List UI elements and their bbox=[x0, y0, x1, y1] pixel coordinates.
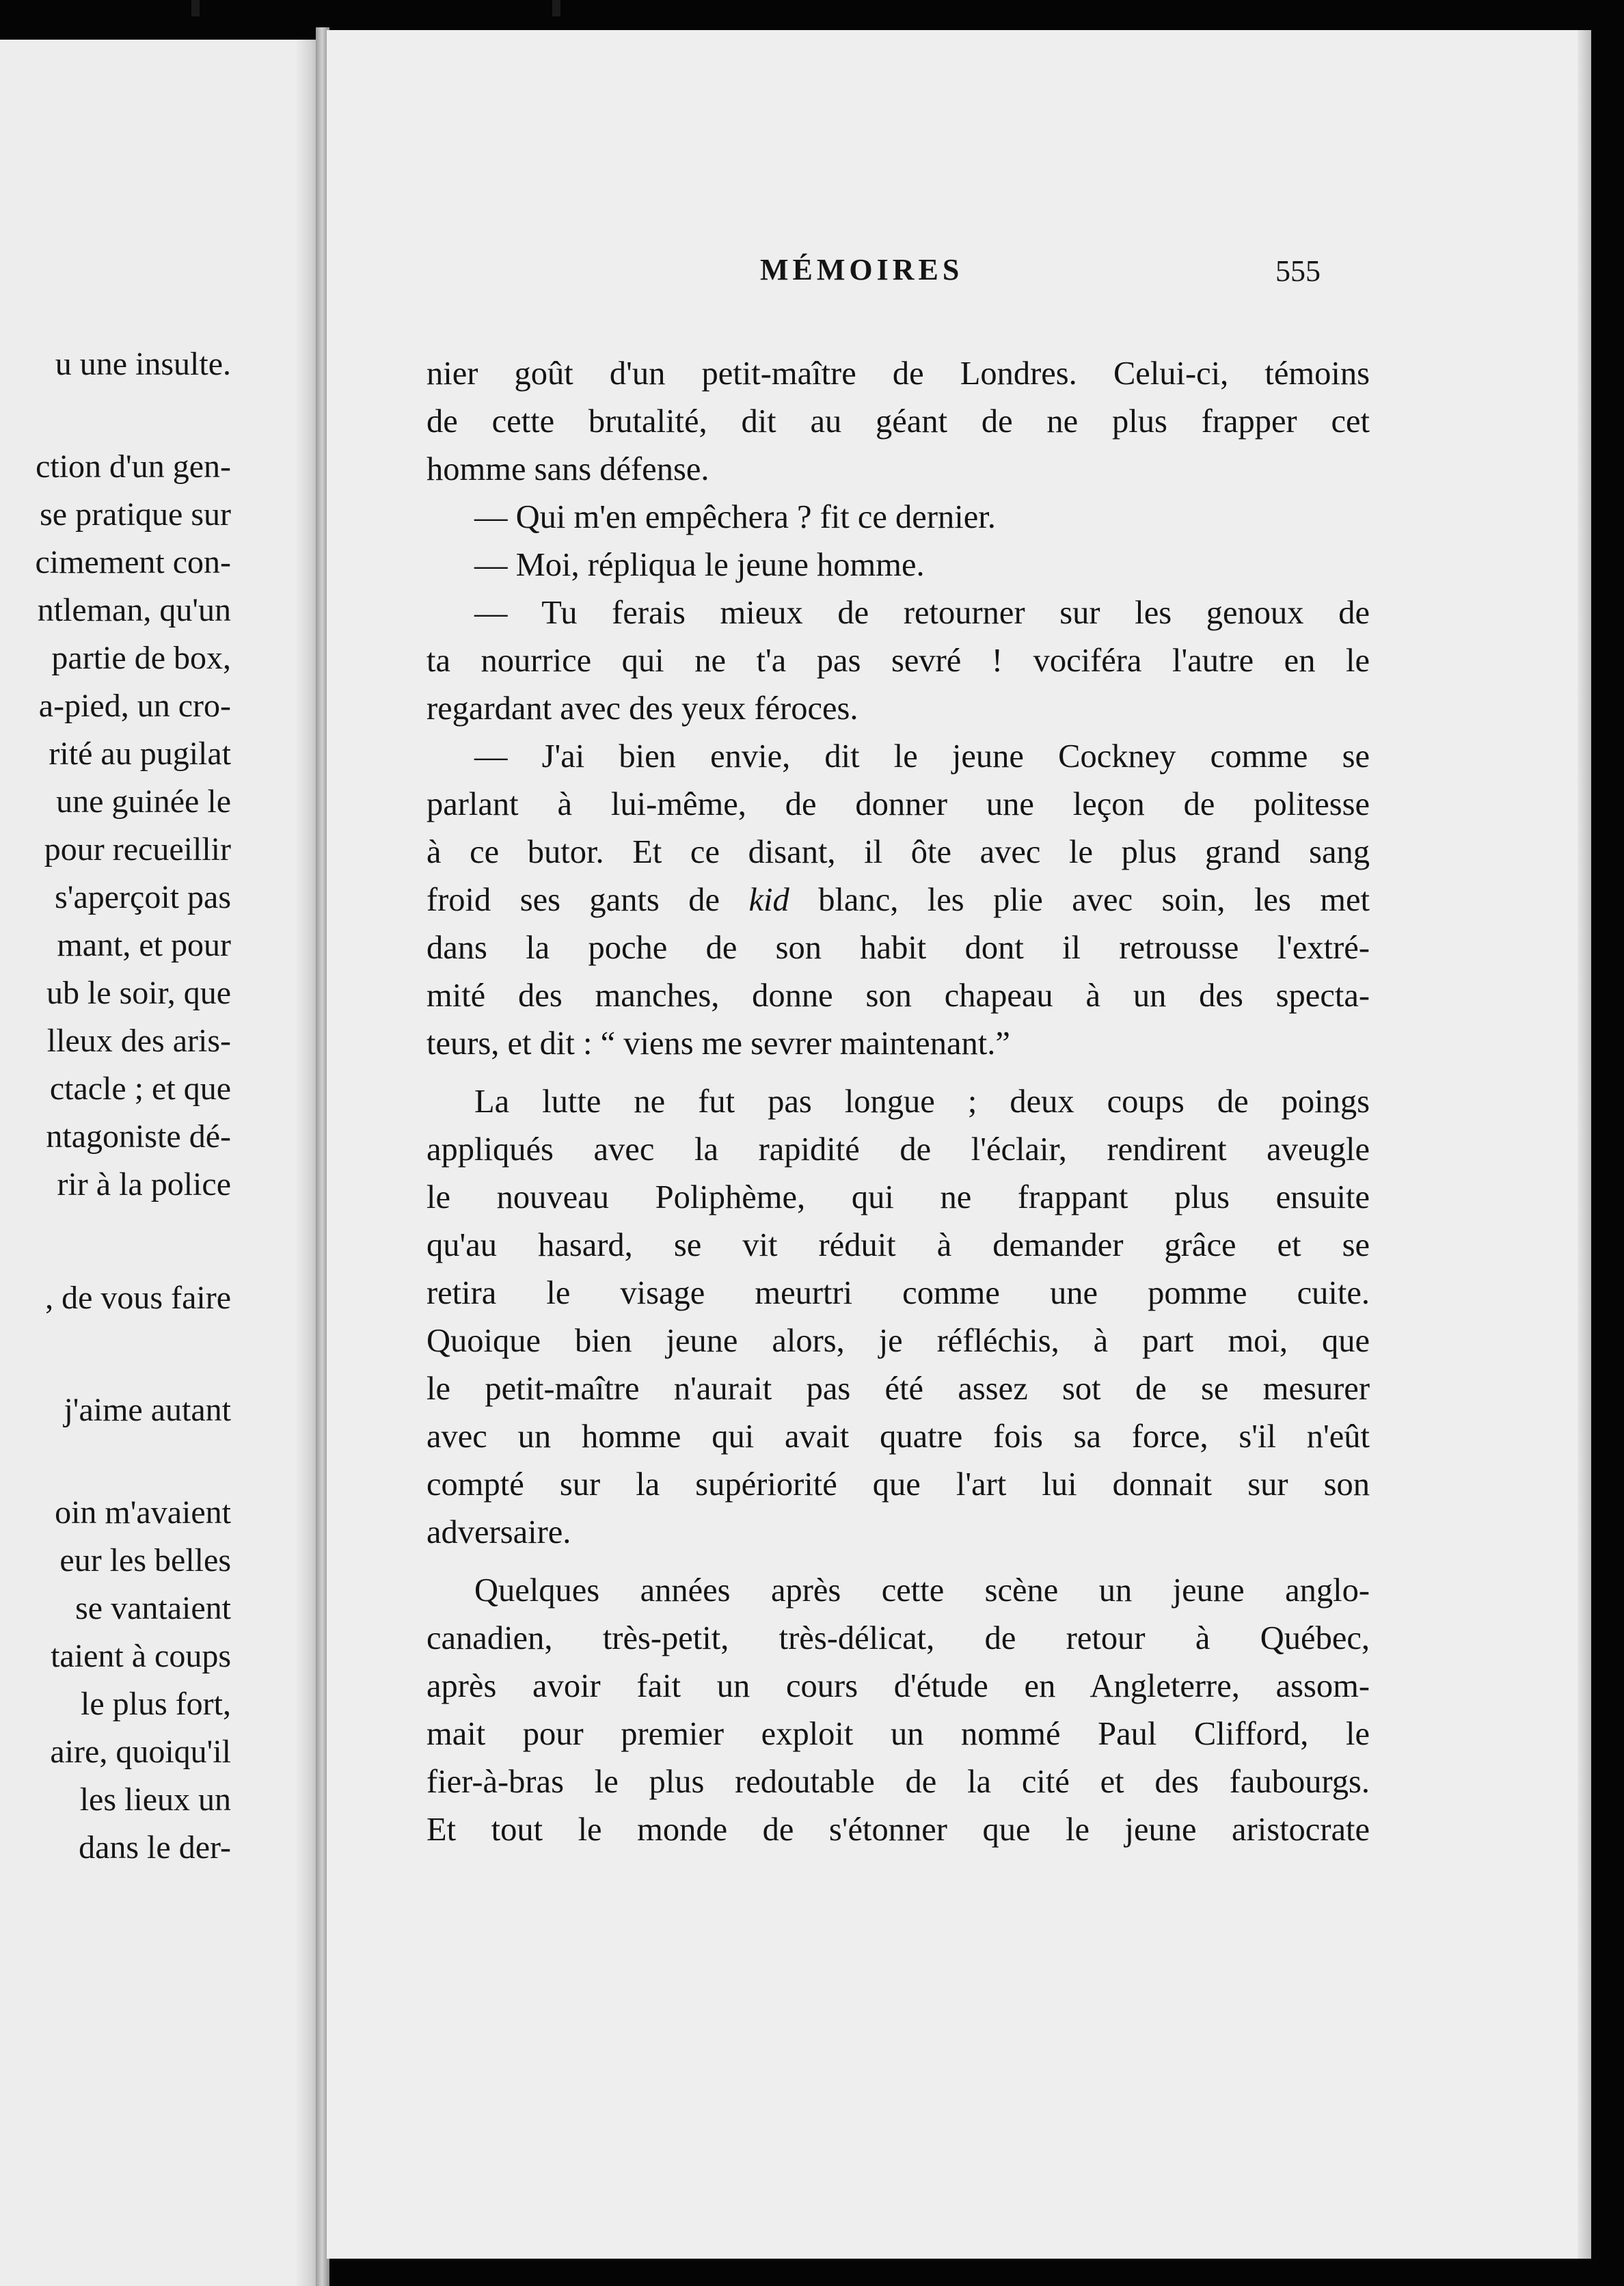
facing-line: ction d'un gen- bbox=[36, 448, 231, 485]
facing-line: aire, quoiqu'il bbox=[50, 1734, 231, 1770]
text-line-mixed bbox=[427, 876, 1370, 924]
facing-line: a-pied, un cro- bbox=[38, 688, 231, 724]
facing-line: ntleman, qu'un bbox=[37, 592, 231, 628]
text-line: Quelques années après cette scène un jeune anglo- bbox=[474, 1572, 1370, 1609]
text-line: — Moi, répliqua le jeune homme. bbox=[474, 547, 925, 583]
text-line: le nouveau Poliphème, qui ne frappant plus ensuite bbox=[427, 1179, 1370, 1215]
text-line: nier goût d'un petit-maître de Londres. Celui-ci, témoins bbox=[427, 355, 1370, 392]
facing-page bbox=[0, 40, 320, 2286]
text-line: après avoir fait un cours d'étude en Angleterre, assom- bbox=[427, 1668, 1370, 1704]
text-span: froid ses gants de bbox=[427, 882, 720, 918]
text-line: adversaire. bbox=[427, 1514, 571, 1550]
facing-line: rir à la police bbox=[57, 1166, 231, 1202]
text-line: ta nourrice qui ne t'a pas sevré ! vociféra l'autre en le bbox=[427, 643, 1370, 679]
text-line: La lutte ne fut pas longue ; deux coups de poings bbox=[474, 1084, 1370, 1120]
facing-line: une guinée le bbox=[56, 783, 231, 820]
facing-line: mant, et pour bbox=[57, 927, 231, 963]
facing-line: ntagoniste dé- bbox=[46, 1118, 231, 1155]
facing-line: ctacle ; et que bbox=[49, 1071, 231, 1107]
facing-line: , de vous faire bbox=[45, 1280, 231, 1316]
text-line: compté sur la supériorité que l'art lui donnait sur son bbox=[427, 1466, 1370, 1503]
text-line: — J'ai bien envie, dit le jeune Cockney comme se bbox=[474, 738, 1370, 775]
text-line: canadien, très-petit, très-délicat, de retour à Québec, bbox=[427, 1620, 1370, 1656]
main-page bbox=[327, 30, 1591, 2259]
text-line: qu'au hasard, se vit réduit à demander grâce et se bbox=[427, 1227, 1370, 1263]
facing-line: cimement con- bbox=[35, 544, 231, 580]
text-line: appliqués avec la rapidité de l'éclair, rendirent aveugle bbox=[427, 1131, 1370, 1168]
italic-word: kid bbox=[748, 882, 789, 918]
running-head bbox=[327, 252, 1591, 293]
facing-line: eur les belles bbox=[59, 1542, 231, 1578]
facing-line: oin m'avaient bbox=[55, 1494, 231, 1531]
page-number: 555 bbox=[1275, 254, 1321, 288]
facing-line: taient à coups bbox=[51, 1638, 231, 1674]
facing-line: u une insulte. bbox=[55, 346, 231, 382]
scan-artifact bbox=[552, 0, 560, 16]
text-line: fier-à-bras le plus redoutable de la cité et des faubourgs. bbox=[427, 1764, 1370, 1800]
text-line: parlant à lui-même, de donner une leçon de politesse bbox=[427, 786, 1370, 822]
facing-line: pour recueillir bbox=[44, 831, 231, 868]
facing-line: lleux des aris- bbox=[46, 1023, 231, 1059]
text-line: — Tu ferais mieux de retourner sur les genoux de bbox=[474, 595, 1370, 631]
text-line: — Qui m'en empêchera ? fit ce dernier. bbox=[474, 499, 996, 535]
facing-line: dans le der- bbox=[79, 1829, 231, 1866]
running-title: MÉMOIRES bbox=[760, 253, 964, 286]
facing-line: se vantaient bbox=[75, 1590, 231, 1626]
facing-line: s'aperçoit pas bbox=[55, 879, 231, 915]
text-line: de cette brutalité, dit au géant de ne plus frapper cet bbox=[427, 403, 1370, 440]
text-line: à ce butor. Et ce disant, il ôte avec le plus grand sang bbox=[427, 834, 1370, 870]
text-line: retira le visage meurtri comme une pomme cuite. bbox=[427, 1275, 1370, 1311]
text-line: mait pour premier exploit un nommé Paul Clifford, le bbox=[427, 1716, 1370, 1752]
facing-line: j'aime autant bbox=[64, 1392, 231, 1428]
facing-line: partie de box, bbox=[51, 640, 231, 676]
facing-line: ub le soir, que bbox=[46, 975, 231, 1011]
text-line: Quoique bien jeune alors, je réfléchis, à part moi, que bbox=[427, 1323, 1370, 1359]
facing-line: rité au pugilat bbox=[49, 736, 231, 772]
text-line: regardant avec des yeux féroces. bbox=[427, 690, 858, 727]
text-line: homme sans défense. bbox=[427, 451, 709, 487]
facing-line: les lieux un bbox=[79, 1781, 231, 1818]
page-edge bbox=[1578, 30, 1591, 2259]
scan-artifact bbox=[191, 0, 200, 16]
text-line: teurs, et dit : “ viens me sevrer maintenant.” bbox=[427, 1025, 1010, 1062]
facing-line: se pratique sur bbox=[40, 496, 231, 533]
text-line: mité des manches, donne son chapeau à un des specta- bbox=[427, 978, 1370, 1014]
text-line: dans la poche de son habit dont il retrousse l'extré- bbox=[427, 930, 1370, 966]
text-line: Et tout le monde de s'étonner que le jeune aristocrate bbox=[427, 1812, 1370, 1848]
text-line: avec un homme qui avait quatre fois sa force, s'il n'eût bbox=[427, 1418, 1370, 1455]
facing-line: le plus fort, bbox=[81, 1686, 231, 1722]
text-line: le petit-maître n'aurait pas été assez sot de se mesurer bbox=[427, 1371, 1370, 1407]
text-span: blanc, les plie avec soin, les met bbox=[789, 882, 1370, 918]
